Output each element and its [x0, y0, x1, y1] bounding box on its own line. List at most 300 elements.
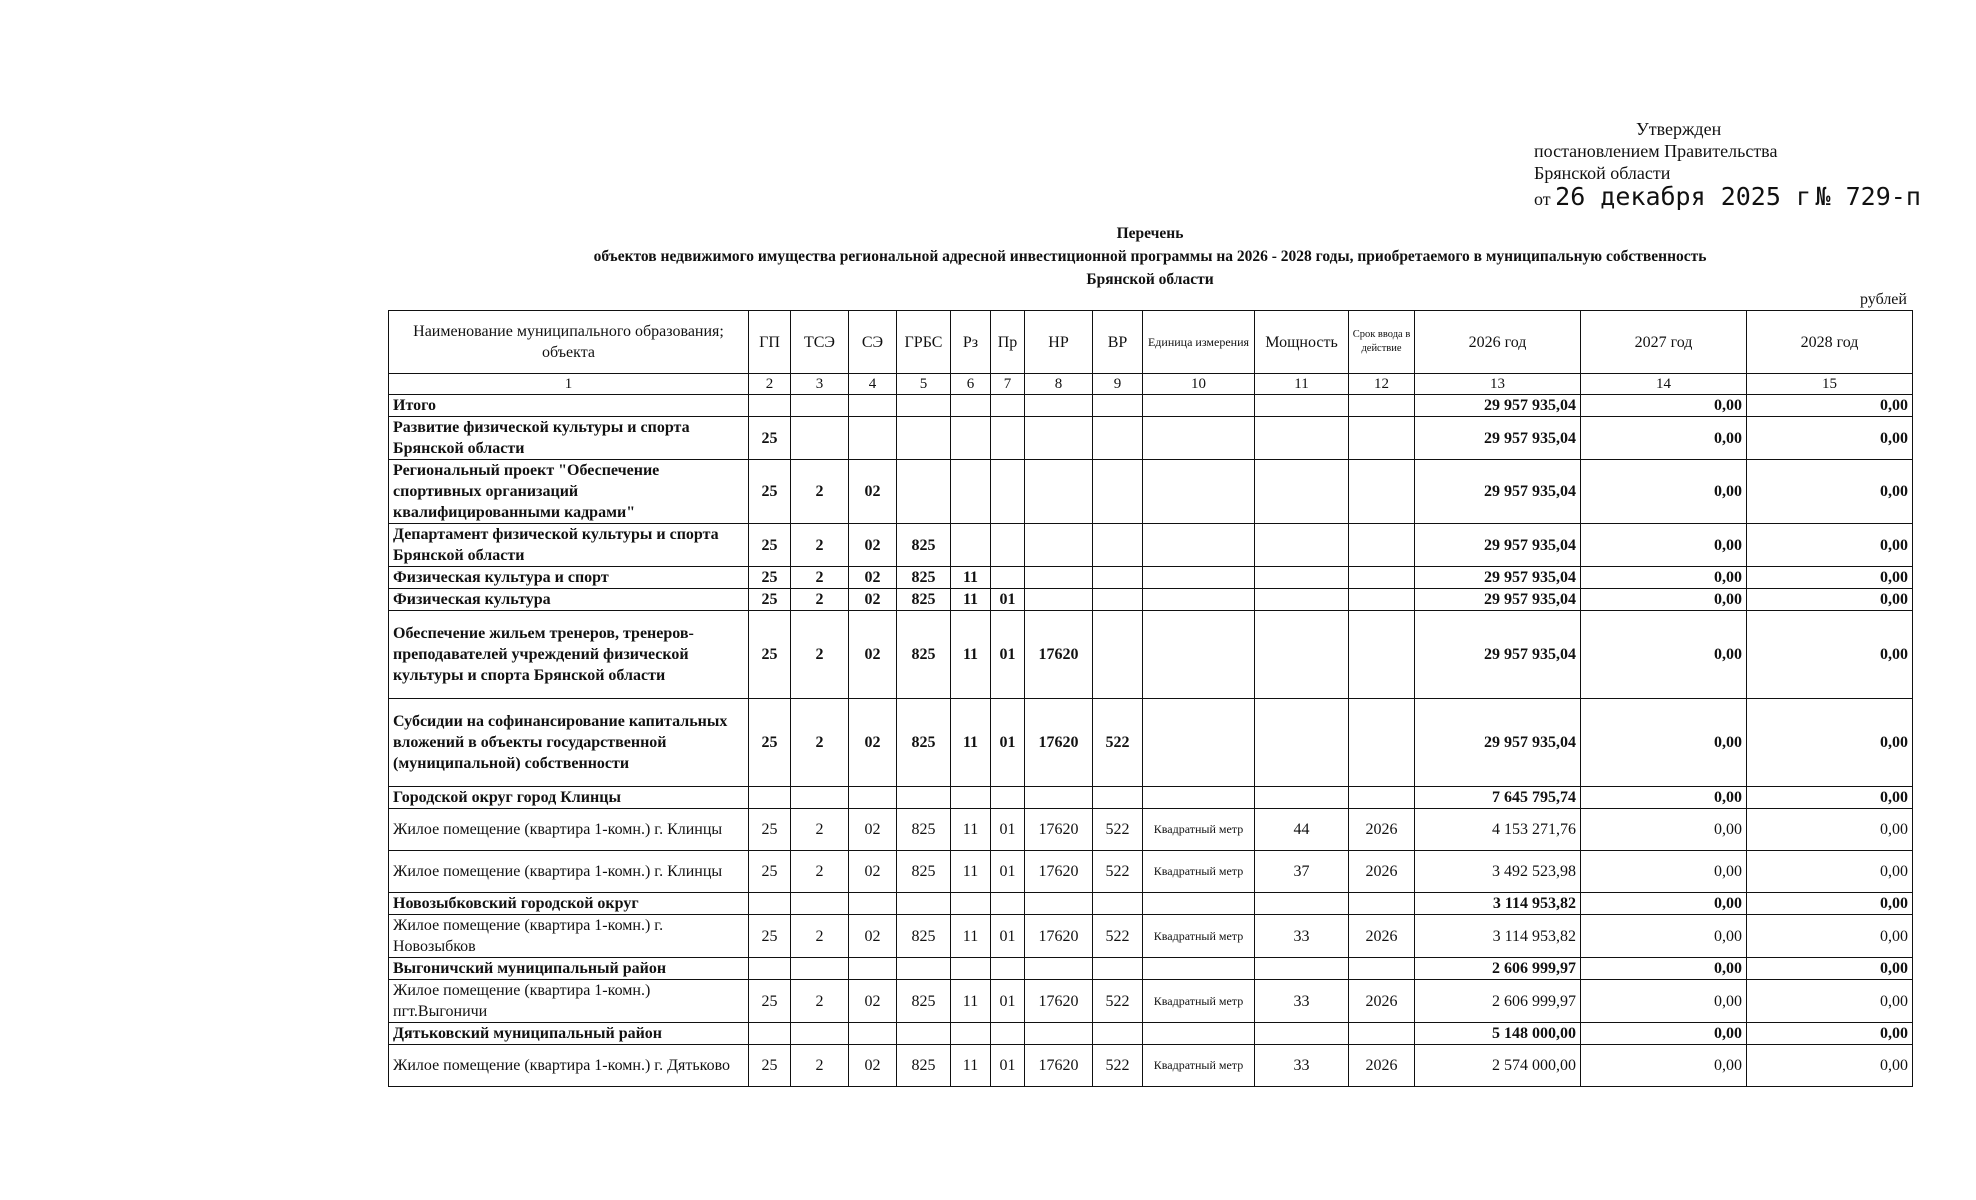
- amount-cell: 0,00: [1581, 589, 1747, 611]
- code-cell: 25: [749, 460, 791, 524]
- code-cell: 25: [749, 1045, 791, 1087]
- row-name-cell: Физическая культура: [389, 589, 749, 611]
- approval-block: [1534, 118, 1954, 210]
- code-cell: [849, 893, 897, 915]
- row-name-cell: Жилое помещение (квартира 1-комн.) г. Клинцы: [389, 809, 749, 851]
- code-cell: 17620: [1025, 1045, 1093, 1087]
- code-cell: 02: [849, 699, 897, 787]
- code-cell: 02: [849, 915, 897, 958]
- code-cell: [1255, 958, 1349, 980]
- code-cell: [1349, 611, 1415, 699]
- code-cell: [1143, 460, 1255, 524]
- code-cell: 25: [749, 699, 791, 787]
- amount-cell: 0,00: [1581, 699, 1747, 787]
- code-cell: 17620: [1025, 699, 1093, 787]
- column-number-cell: 7: [991, 374, 1025, 395]
- code-cell: 17620: [1025, 851, 1093, 893]
- code-cell: [1025, 589, 1093, 611]
- code-cell: 25: [749, 611, 791, 699]
- header-cell: Единица измерения: [1143, 311, 1255, 374]
- code-cell: 825: [897, 589, 951, 611]
- code-cell: [991, 524, 1025, 567]
- code-cell: [991, 893, 1025, 915]
- row-name-cell: Департамент физической культуры и спорта Брянской области: [389, 524, 749, 567]
- amount-cell: 0,00: [1581, 851, 1747, 893]
- code-cell: [1255, 611, 1349, 699]
- amount-cell: 0,00: [1581, 1045, 1747, 1087]
- code-cell: 11: [951, 567, 991, 589]
- table-row: [389, 395, 1913, 417]
- column-number-cell: 3: [791, 374, 849, 395]
- header-row: [389, 311, 1913, 374]
- code-cell: [1255, 1023, 1349, 1045]
- code-cell: [897, 893, 951, 915]
- header-cell: Мощность: [1255, 311, 1349, 374]
- code-cell: 33: [1255, 1045, 1349, 1087]
- table-row: [389, 699, 1913, 787]
- code-cell: [1143, 893, 1255, 915]
- column-number-cell: 5: [897, 374, 951, 395]
- code-cell: [1349, 567, 1415, 589]
- header-cell: СЭ: [849, 311, 897, 374]
- code-cell: 522: [1093, 699, 1143, 787]
- code-cell: [849, 958, 897, 980]
- approval-line-3: Брянской области: [1534, 163, 1671, 183]
- code-cell: 01: [991, 809, 1025, 851]
- row-name-cell: Субсидии на софинансирование капитальных вложений в объекты государственной (муниципальной) собственности: [389, 699, 749, 787]
- code-cell: 01: [991, 851, 1025, 893]
- amount-cell: 2 606 999,97: [1415, 980, 1581, 1023]
- table-row: [389, 589, 1913, 611]
- code-cell: 2026: [1349, 915, 1415, 958]
- code-cell: [1349, 893, 1415, 915]
- code-cell: [1349, 460, 1415, 524]
- row-name-cell: Жилое помещение (квартира 1-комн.) г. Клинцы: [389, 851, 749, 893]
- amount-cell: 0,00: [1581, 460, 1747, 524]
- amount-cell: 29 957 935,04: [1415, 417, 1581, 460]
- header-cell: ВР: [1093, 311, 1143, 374]
- amount-cell: 0,00: [1747, 699, 1913, 787]
- code-cell: [991, 395, 1025, 417]
- column-number-cell: 13: [1415, 374, 1581, 395]
- code-cell: [1093, 611, 1143, 699]
- column-number-cell: 9: [1093, 374, 1143, 395]
- amount-cell: 29 957 935,04: [1415, 699, 1581, 787]
- code-cell: [897, 958, 951, 980]
- amount-cell: 0,00: [1747, 915, 1913, 958]
- column-number-cell: 4: [849, 374, 897, 395]
- code-cell: [1025, 893, 1093, 915]
- code-cell: 522: [1093, 980, 1143, 1023]
- code-cell: [951, 893, 991, 915]
- code-cell: [1255, 787, 1349, 809]
- title-line-3: Брянской области: [1086, 271, 1214, 288]
- amount-cell: 0,00: [1581, 915, 1747, 958]
- code-cell: 825: [897, 611, 951, 699]
- code-cell: [791, 395, 849, 417]
- amount-cell: 0,00: [1581, 611, 1747, 699]
- amount-cell: 0,00: [1581, 958, 1747, 980]
- header-cell: 2027 год: [1581, 311, 1747, 374]
- code-cell: [1093, 787, 1143, 809]
- code-cell: [1255, 699, 1349, 787]
- column-number-cell: 15: [1747, 374, 1913, 395]
- amount-cell: 2 606 999,97: [1415, 958, 1581, 980]
- code-cell: [1143, 524, 1255, 567]
- code-cell: 2: [791, 611, 849, 699]
- amount-cell: 0,00: [1747, 589, 1913, 611]
- code-cell: 2: [791, 524, 849, 567]
- code-cell: 25: [749, 567, 791, 589]
- code-cell: [1025, 787, 1093, 809]
- code-cell: Квадратный метр: [1143, 980, 1255, 1023]
- code-cell: 2: [791, 915, 849, 958]
- table-row: [389, 980, 1913, 1023]
- code-cell: 2: [791, 809, 849, 851]
- amount-cell: 0,00: [1581, 787, 1747, 809]
- amount-cell: 0,00: [1747, 1045, 1913, 1087]
- code-cell: 2: [791, 851, 849, 893]
- code-cell: [897, 417, 951, 460]
- code-cell: [951, 524, 991, 567]
- code-cell: [1255, 460, 1349, 524]
- header-cell: НР: [1025, 311, 1093, 374]
- amount-cell: 0,00: [1747, 524, 1913, 567]
- amount-cell: 0,00: [1747, 567, 1913, 589]
- code-cell: [1093, 460, 1143, 524]
- table-row: [389, 460, 1913, 524]
- amount-cell: 0,00: [1581, 524, 1747, 567]
- code-cell: 33: [1255, 915, 1349, 958]
- code-cell: [1093, 893, 1143, 915]
- code-cell: [791, 958, 849, 980]
- amount-cell: 0,00: [1581, 417, 1747, 460]
- code-cell: [991, 417, 1025, 460]
- code-cell: [1255, 524, 1349, 567]
- code-cell: 2026: [1349, 851, 1415, 893]
- row-name-cell: Жилое помещение (квартира 1-комн.) пгт.Выгоничи: [389, 980, 749, 1023]
- code-cell: 11: [951, 1045, 991, 1087]
- column-number-row: [389, 374, 1913, 395]
- code-cell: 25: [749, 417, 791, 460]
- code-cell: [1143, 567, 1255, 589]
- code-cell: [791, 787, 849, 809]
- code-cell: [1025, 1023, 1093, 1045]
- code-cell: 825: [897, 699, 951, 787]
- code-cell: 02: [849, 851, 897, 893]
- code-cell: 25: [749, 809, 791, 851]
- code-cell: [1143, 699, 1255, 787]
- code-cell: 522: [1093, 915, 1143, 958]
- amount-cell: 29 957 935,04: [1415, 524, 1581, 567]
- column-number-cell: 10: [1143, 374, 1255, 395]
- code-cell: 2: [791, 460, 849, 524]
- amount-cell: 0,00: [1581, 1023, 1747, 1045]
- row-name-cell: Жилое помещение (квартира 1-комн.) г. Новозыбков: [389, 915, 749, 958]
- table-row: [389, 915, 1913, 958]
- code-cell: [991, 958, 1025, 980]
- code-cell: [849, 417, 897, 460]
- column-number-cell: 11: [1255, 374, 1349, 395]
- date-prefix: от: [1534, 189, 1551, 209]
- code-cell: 02: [849, 567, 897, 589]
- header-cell: 2026 год: [1415, 311, 1581, 374]
- code-cell: [749, 1023, 791, 1045]
- code-cell: [849, 787, 897, 809]
- amount-cell: 0,00: [1747, 787, 1913, 809]
- code-cell: 01: [991, 611, 1025, 699]
- code-cell: 11: [951, 611, 991, 699]
- code-cell: [1143, 417, 1255, 460]
- amount-cell: 29 957 935,04: [1415, 460, 1581, 524]
- code-cell: [1093, 567, 1143, 589]
- table-row: [389, 809, 1913, 851]
- table-row: [389, 524, 1913, 567]
- code-cell: [1349, 1023, 1415, 1045]
- code-cell: [1143, 958, 1255, 980]
- amount-cell: 5 148 000,00: [1415, 1023, 1581, 1045]
- code-cell: 02: [849, 589, 897, 611]
- code-cell: [951, 460, 991, 524]
- code-cell: 17620: [1025, 611, 1093, 699]
- code-cell: [1093, 958, 1143, 980]
- header-cell: ГРБС: [897, 311, 951, 374]
- amount-cell: 0,00: [1747, 851, 1913, 893]
- code-cell: 2: [791, 567, 849, 589]
- code-cell: [1025, 460, 1093, 524]
- code-cell: 01: [991, 915, 1025, 958]
- code-cell: Квадратный метр: [1143, 851, 1255, 893]
- header-cell: Пр: [991, 311, 1025, 374]
- code-cell: 02: [849, 524, 897, 567]
- code-cell: 2026: [1349, 809, 1415, 851]
- code-cell: [897, 395, 951, 417]
- code-cell: 825: [897, 851, 951, 893]
- handwritten-date: 26 декабря 2025 г: [1555, 182, 1812, 211]
- code-cell: [991, 1023, 1025, 1045]
- amount-cell: 0,00: [1581, 567, 1747, 589]
- code-cell: [897, 787, 951, 809]
- row-name-cell: Региональный проект "Обеспечение спортивных организаций квалифицированными кадрами": [389, 460, 749, 524]
- header-cell: Срок ввода в действие: [1349, 311, 1415, 374]
- code-cell: 2: [791, 1045, 849, 1087]
- amount-cell: 29 957 935,04: [1415, 611, 1581, 699]
- code-cell: Квадратный метр: [1143, 1045, 1255, 1087]
- header-cell: ГП: [749, 311, 791, 374]
- table-row: [389, 567, 1913, 589]
- code-cell: 522: [1093, 809, 1143, 851]
- code-cell: 01: [991, 589, 1025, 611]
- code-cell: 825: [897, 980, 951, 1023]
- code-cell: [1349, 787, 1415, 809]
- table-row: [389, 851, 1913, 893]
- code-cell: [1093, 1023, 1143, 1045]
- code-cell: [1255, 893, 1349, 915]
- code-cell: [791, 1023, 849, 1045]
- row-name-cell: Новозыбковский городской округ: [389, 893, 749, 915]
- code-cell: 522: [1093, 851, 1143, 893]
- code-cell: 25: [749, 980, 791, 1023]
- code-cell: 25: [749, 851, 791, 893]
- table-row: [389, 1045, 1913, 1087]
- code-cell: 01: [991, 699, 1025, 787]
- code-cell: [749, 787, 791, 809]
- amount-cell: 7 645 795,74: [1415, 787, 1581, 809]
- row-name-cell: Жилое помещение (квартира 1-комн.) г. Дятьково: [389, 1045, 749, 1087]
- code-cell: [951, 1023, 991, 1045]
- code-cell: [1093, 589, 1143, 611]
- amount-cell: 29 957 935,04: [1415, 567, 1581, 589]
- code-cell: [749, 893, 791, 915]
- code-cell: 2: [791, 589, 849, 611]
- table-body: [389, 311, 1913, 1087]
- amount-cell: 3 492 523,98: [1415, 851, 1581, 893]
- code-cell: 825: [897, 915, 951, 958]
- code-cell: 44: [1255, 809, 1349, 851]
- code-cell: [791, 893, 849, 915]
- code-cell: 11: [951, 980, 991, 1023]
- amount-cell: 3 114 953,82: [1415, 915, 1581, 958]
- title-line-1: Перечень: [1116, 225, 1184, 242]
- header-cell: Рз: [951, 311, 991, 374]
- amount-cell: 0,00: [1747, 809, 1913, 851]
- code-cell: 25: [749, 915, 791, 958]
- code-cell: [1255, 589, 1349, 611]
- code-cell: [1143, 611, 1255, 699]
- amount-cell: 0,00: [1581, 809, 1747, 851]
- investment-table: [388, 310, 1913, 1087]
- code-cell: [1255, 395, 1349, 417]
- amount-cell: 0,00: [1747, 460, 1913, 524]
- amount-cell: 0,00: [1581, 893, 1747, 915]
- approval-date-line: [1534, 182, 1954, 211]
- table-row: [389, 417, 1913, 460]
- row-name-cell: Городской округ город Клинцы: [389, 787, 749, 809]
- row-name-cell: Развитие физической культуры и спорта Брянской области: [389, 417, 749, 460]
- amount-cell: 0,00: [1747, 395, 1913, 417]
- column-number-cell: 2: [749, 374, 791, 395]
- code-cell: 825: [897, 1045, 951, 1087]
- code-cell: [1025, 524, 1093, 567]
- code-cell: 17620: [1025, 809, 1093, 851]
- code-cell: [1093, 524, 1143, 567]
- code-cell: 01: [991, 1045, 1025, 1087]
- code-cell: [749, 958, 791, 980]
- amount-cell: 2 574 000,00: [1415, 1045, 1581, 1087]
- code-cell: [749, 395, 791, 417]
- code-cell: [951, 417, 991, 460]
- row-name-cell: Обеспечение жильем тренеров, тренеров-преподавателей учреждений физической культуры и спорта Брянской области: [389, 611, 749, 699]
- column-number-cell: 8: [1025, 374, 1093, 395]
- header-cell: 2028 год: [1747, 311, 1913, 374]
- code-cell: 37: [1255, 851, 1349, 893]
- amount-cell: 0,00: [1747, 893, 1913, 915]
- amount-cell: 0,00: [1581, 980, 1747, 1023]
- amount-cell: 0,00: [1747, 958, 1913, 980]
- code-cell: 25: [749, 524, 791, 567]
- amount-cell: 4 153 271,76: [1415, 809, 1581, 851]
- table-row: [389, 611, 1913, 699]
- code-cell: [1025, 417, 1093, 460]
- code-cell: [1025, 567, 1093, 589]
- code-cell: [1349, 524, 1415, 567]
- code-cell: [1349, 395, 1415, 417]
- code-cell: [1025, 395, 1093, 417]
- code-cell: 2: [791, 980, 849, 1023]
- code-cell: 825: [897, 567, 951, 589]
- column-number-cell: 14: [1581, 374, 1747, 395]
- amount-cell: 0,00: [1581, 395, 1747, 417]
- table-row: [389, 893, 1913, 915]
- approval-line-1: Утвержден: [1636, 119, 1722, 139]
- amount-cell: 29 957 935,04: [1415, 395, 1581, 417]
- amount-cell: 0,00: [1747, 417, 1913, 460]
- code-cell: 17620: [1025, 980, 1093, 1023]
- code-cell: [951, 395, 991, 417]
- code-cell: 11: [951, 851, 991, 893]
- code-cell: [991, 567, 1025, 589]
- approval-line-2: постановлением Правительства: [1534, 141, 1778, 161]
- code-cell: [1349, 589, 1415, 611]
- code-cell: [1143, 589, 1255, 611]
- code-cell: [1349, 417, 1415, 460]
- row-name-cell: Дятьковский муниципальный район: [389, 1023, 749, 1045]
- code-cell: [849, 1023, 897, 1045]
- amount-cell: 0,00: [1747, 611, 1913, 699]
- row-name-cell: Итого: [389, 395, 749, 417]
- code-cell: 17620: [1025, 915, 1093, 958]
- code-cell: 2026: [1349, 1045, 1415, 1087]
- code-cell: [897, 1023, 951, 1045]
- row-name-cell: Выгоничский муниципальный район: [389, 958, 749, 980]
- code-cell: 02: [849, 1045, 897, 1087]
- code-cell: 2: [791, 699, 849, 787]
- code-cell: 11: [951, 915, 991, 958]
- code-cell: [1255, 567, 1349, 589]
- code-cell: [1093, 395, 1143, 417]
- code-cell: [1025, 958, 1093, 980]
- code-cell: 11: [951, 699, 991, 787]
- currency-label: рублей: [1860, 291, 1907, 308]
- code-cell: [1143, 395, 1255, 417]
- document-title: [500, 222, 1800, 291]
- code-cell: 825: [897, 809, 951, 851]
- column-number-cell: 6: [951, 374, 991, 395]
- code-cell: 02: [849, 809, 897, 851]
- header-cell: ТСЭ: [791, 311, 849, 374]
- column-number-cell: 12: [1349, 374, 1415, 395]
- code-cell: 33: [1255, 980, 1349, 1023]
- code-cell: 2026: [1349, 980, 1415, 1023]
- code-cell: [991, 460, 1025, 524]
- table-row: [389, 1023, 1913, 1045]
- table-row: [389, 787, 1913, 809]
- code-cell: 25: [749, 589, 791, 611]
- code-cell: 825: [897, 524, 951, 567]
- code-cell: Квадратный метр: [1143, 809, 1255, 851]
- code-cell: [897, 460, 951, 524]
- code-cell: [1255, 417, 1349, 460]
- code-cell: [849, 395, 897, 417]
- amount-cell: 3 114 953,82: [1415, 893, 1581, 915]
- amount-cell: 0,00: [1747, 1023, 1913, 1045]
- table-row: [389, 958, 1913, 980]
- code-cell: [1143, 1023, 1255, 1045]
- header-cell: Наименование муниципального образования; объекта: [389, 311, 749, 374]
- title-line-2: объектов недвижимого имущества региональной адресной инвестиционной программы на 2026 - 2028 годы, приобретаемого в муниципальную собственность: [593, 248, 1707, 265]
- decree-number: № 729-п: [1815, 182, 1921, 211]
- code-cell: 01: [991, 980, 1025, 1023]
